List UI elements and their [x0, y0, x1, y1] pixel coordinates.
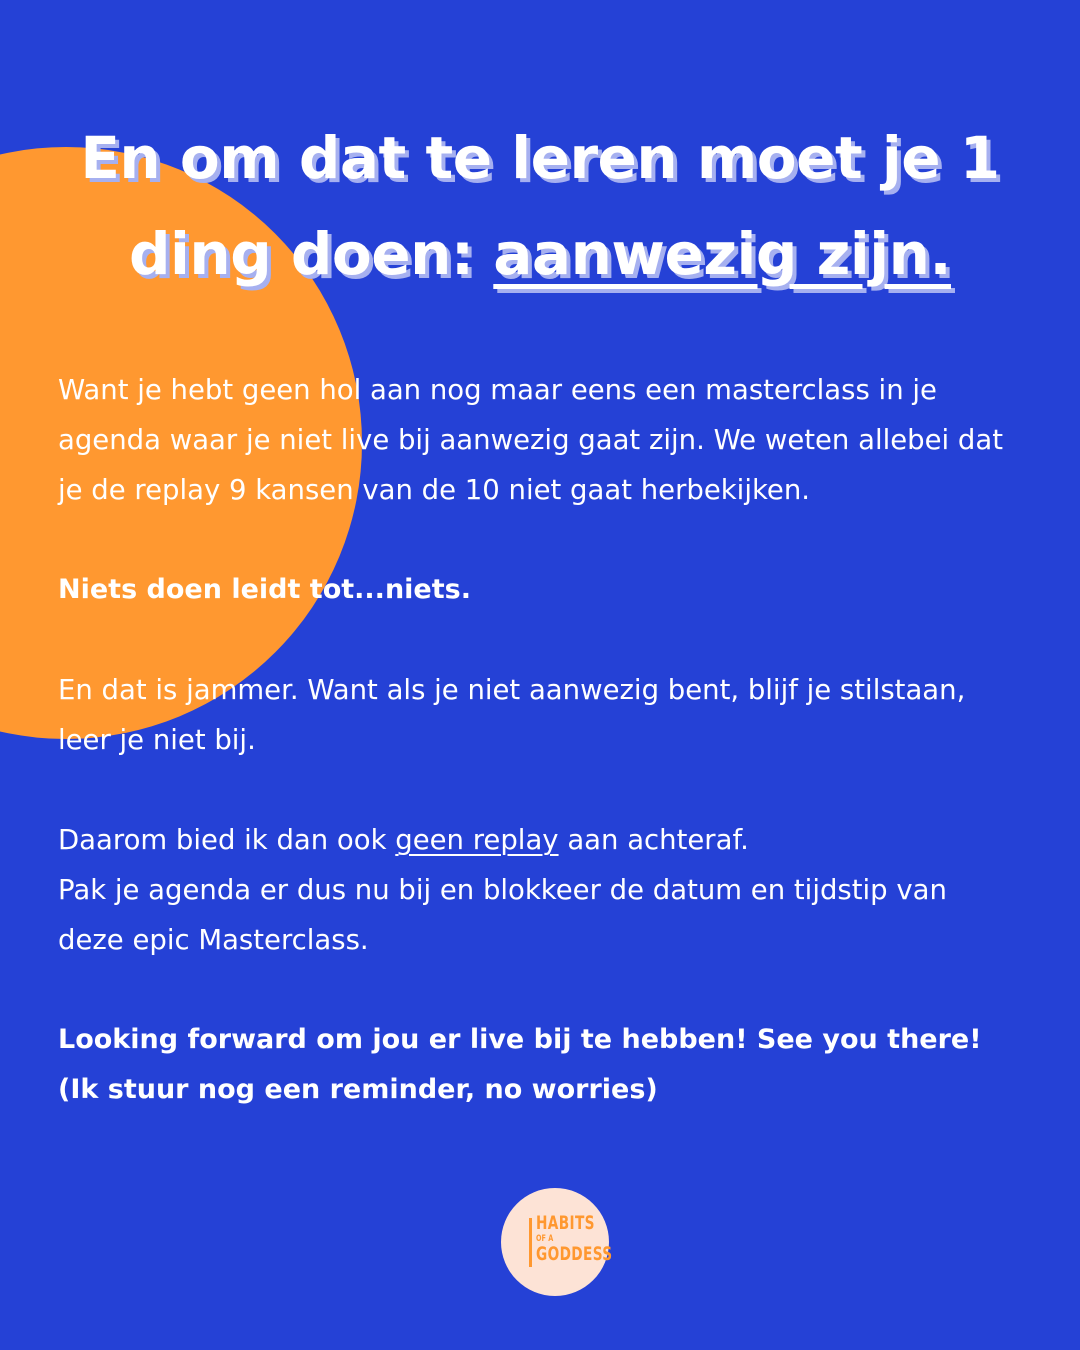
paragraph-closing: Looking forward om jou er live bij te hebben! See you there! (Ik stuur nog een reminder, no worries)	[58, 1024, 982, 1105]
no-replay-after: aan achteraf.	[558, 824, 749, 856]
no-replay-before: Daarom bied ik dan ook	[58, 824, 396, 856]
habits-of-a-goddess-logo	[501, 1188, 613, 1296]
logo-line-goddess: GODDESS	[536, 1243, 613, 1265]
headline-main: En om dat te leren moet je 1 ding doen:	[80, 124, 1000, 288]
headline-underlined: aanwezig zijn.	[493, 220, 951, 288]
logo-wordmark	[536, 1214, 613, 1264]
paragraph-intro: Want je hebt geen hol aan nog maar eens een masterclass in je agenda waar je niet live bij aanwezig gaat zijn. We weten allebei dat je de replay 9 kansen van de 10 niet gaat herbekijken.	[58, 374, 1004, 506]
agenda-instruction: Pak je agenda er dus nu bij en blokkeer de datum en tijdstip van deze epic Masterclass.	[58, 874, 947, 956]
logo-line-habits: HABITS	[536, 1212, 595, 1234]
paragraph-niets-doen: Niets doen leidt tot...niets.	[58, 574, 471, 605]
paragraph-no-replay	[58, 815, 1018, 965]
headline	[40, 110, 1040, 302]
logo-line-of-a: OF A	[536, 1234, 554, 1244]
body-text	[58, 365, 1018, 1165]
logo-accent-bar	[529, 1218, 532, 1267]
no-replay-underlined: geen replay	[395, 824, 559, 856]
paragraph-jammer: En dat is jammer. Want als je niet aanwezig bent, blijf je stilstaan, leer je niet bij.	[58, 674, 966, 756]
